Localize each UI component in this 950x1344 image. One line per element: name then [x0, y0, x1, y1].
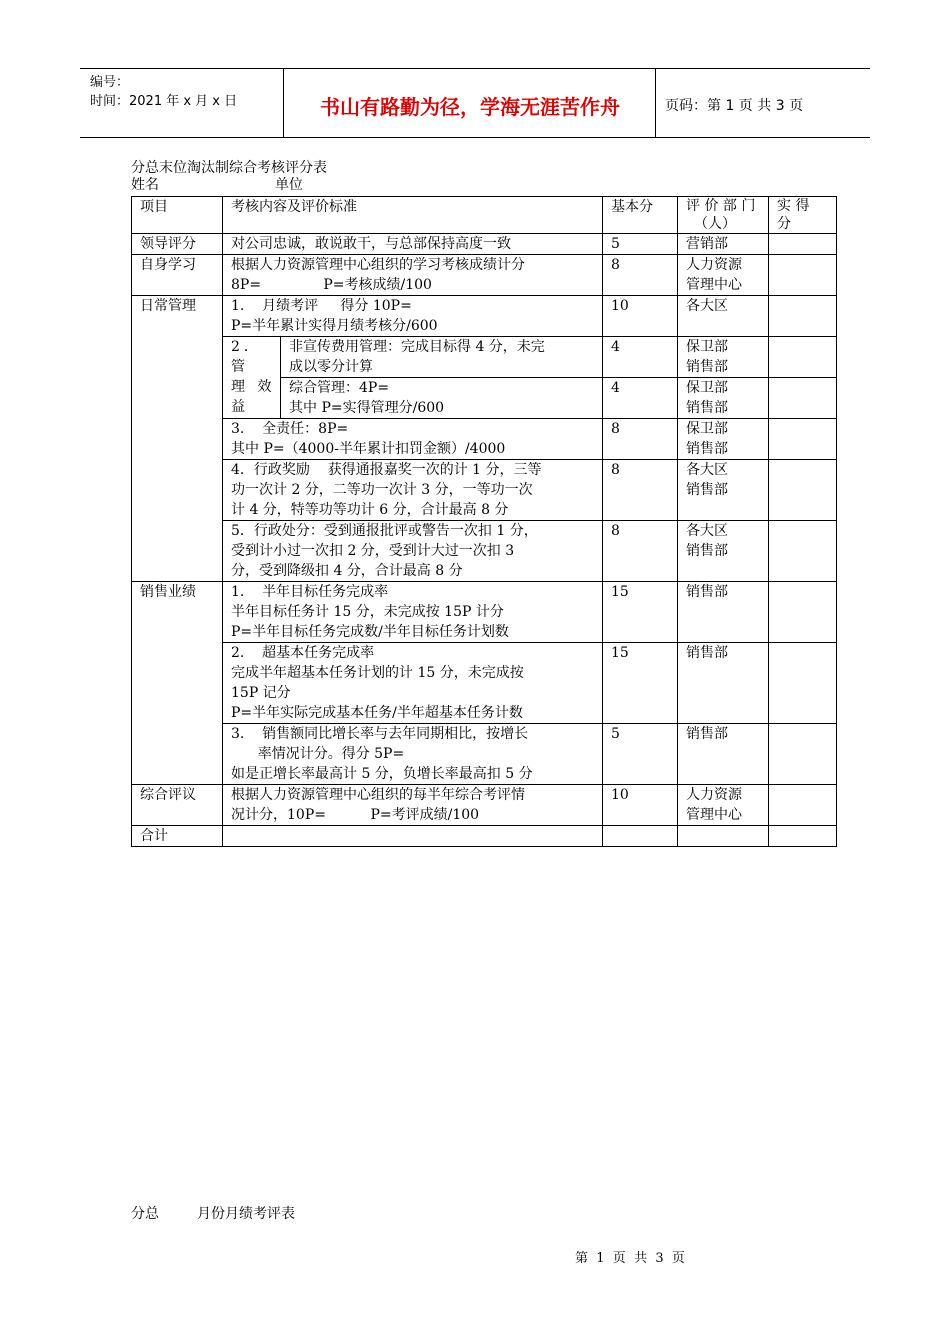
header-divider	[283, 69, 284, 137]
form-title: 分总末位淘汰制综合考核评分表	[131, 160, 327, 176]
total-row: 合计	[132, 826, 837, 847]
form-fields	[131, 177, 303, 194]
name-label: 姓名	[131, 177, 159, 193]
table-row: 2．管 理 效 益 非宣传费用管理：完成目标得 4 分，未完 成以零分计算 4 保卫部 销售部	[132, 337, 837, 378]
header-item: 项目	[132, 197, 223, 234]
unit-label: 单位	[275, 177, 303, 193]
table-row: 2. 超基本任务完成率 完成半年超基本任务计划的计 15 分，未完成按 15P 记分 P=半年实际完成基本任务/半年超基本任务计数 15 销售部	[132, 643, 837, 724]
header-content: 考核内容及评价标准	[223, 197, 603, 234]
next-table-title: 分总 月份月绩考评表	[131, 1206, 295, 1222]
document-header	[80, 68, 870, 138]
page-indicator: 页码：第 1 页 共 3 页	[665, 98, 804, 114]
table-row: 4．行政奖励 获得通报嘉奖一次的计 1 分，三等 功一次计 2 分，二等功一次计 3 分，一等功一次 计 4 分，特等功等功计 6 分，合计最高 8 分 8 各大区 销售部	[132, 460, 837, 521]
sub-item-label: 2．管 理 效 益	[223, 337, 281, 419]
table-row: 销售业绩 1. 半年目标任务完成率 半年目标任务计 15 分，未完成按 15P 计分 P=半年目标任务完成数/半年目标任务计划数 15 销售部	[132, 582, 837, 643]
table-row: 综合管理：4P= 其中 P=实得管理分/600 4 保卫部 销售部	[132, 378, 837, 419]
page-number: 第 1 页 共 3 页	[575, 1251, 685, 1266]
table-row: 综合评议 根据人力资源管理中心组织的每半年综合考评情 况计分，10P= P=考评成绩/100 10 人力资源 管理中心	[132, 785, 837, 826]
number-label: 编号：	[90, 75, 130, 90]
header-meta	[90, 73, 237, 111]
table-row: 5．行政处分：受到通报批评或警告一次扣 1 分， 受到计小过一次扣 2 分，受到计大过一次扣 3 分，受到降级扣 4 分，合计最高 8 分 8 各大区 销售部	[132, 521, 837, 582]
table-row: 日常管理 1. 月绩考评 得分 10P= P=半年累计实得月绩考核分/600 10 各大区	[132, 296, 837, 337]
score-table	[131, 196, 837, 847]
header-dept: 评 价 部 门 （人）	[678, 197, 769, 234]
time-label: 时间：2021 年 x 月 x 日	[90, 94, 238, 109]
header-divider	[655, 69, 656, 137]
header-base: 基本分	[603, 197, 678, 234]
header-score: 实 得 分	[769, 197, 837, 234]
table-row: 自身学习 根据人力资源管理中心组织的学习考核成绩计分 8P= P=考核成绩/100 8 人力资源 管理中心	[132, 255, 837, 296]
table-row: 领导评分 对公司忠诚，敢说敢干，与总部保持高度一致 5 营销部	[132, 234, 837, 255]
table-row: 3. 全责任：8P= 其中 P=（4000-半年累计扣罚金额）/4000 8 保卫部 销售部	[132, 419, 837, 460]
table-header-row	[132, 197, 837, 234]
table-row: 3. 销售额同比增长率与去年同期相比，按增长 率情况计分。得分 5P= 如是正增长率最高计 5 分，负增长率最高扣 5 分 5 销售部	[132, 724, 837, 785]
header-motto: 书山有路勤为径，学海无涯苦作舟	[320, 95, 620, 119]
